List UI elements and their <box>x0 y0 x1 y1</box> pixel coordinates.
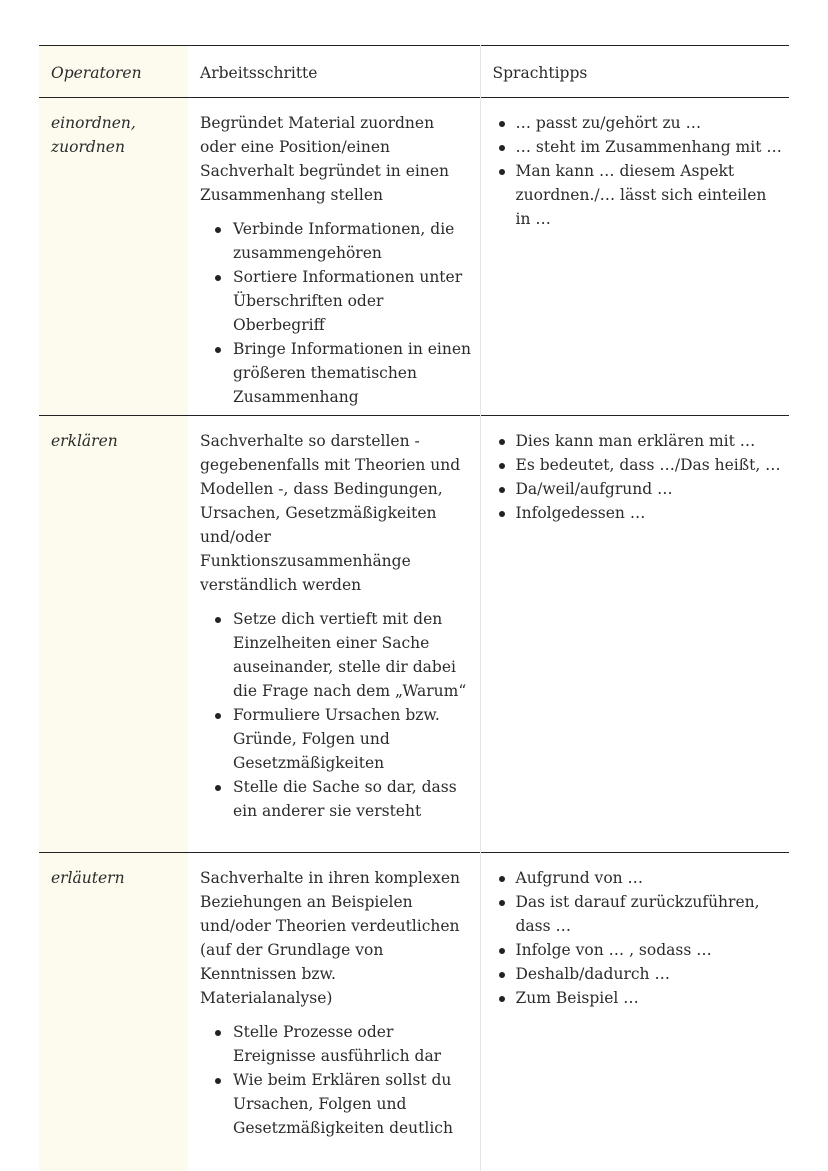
tips-list <box>494 111 784 231</box>
tip-item: Aufgrund von … <box>494 866 784 890</box>
header-operatoren: Operatoren <box>39 46 188 98</box>
sprachtipps-cell <box>480 98 789 416</box>
steps-list <box>200 1020 472 1140</box>
description: Begründet Material zuordnen oder eine Position/einen Sachverhalt begründet in einen Zusammenhang stellen <box>200 111 472 207</box>
tip-item: Es bedeutet, dass …/Das heißt, … <box>494 453 784 477</box>
step-item: Stelle Prozesse oder Ereignisse ausführlich dar <box>200 1020 472 1068</box>
tip-item: Das ist darauf zurückzuführen, dass … <box>494 890 784 938</box>
tip-item: Infolge von … , sodass … <box>494 938 784 962</box>
tip-item: Infolgedessen … <box>494 501 784 525</box>
table-row <box>39 98 789 416</box>
arbeitsschritte-cell <box>188 853 480 1171</box>
tip-item: … passt zu/gehört zu … <box>494 111 784 135</box>
header-arbeitsschritte: Arbeitsschritte <box>188 46 480 98</box>
operator-cell: erläutern <box>39 853 188 1171</box>
description: Sachverhalte so darstellen - gegebenenfalls mit Theorien und Modellen -, dass Bedingungen, Ursachen, Gesetzmäßigkeiten und/oder Funktionszusammenhänge verständlich werden <box>200 429 472 597</box>
tip-item: … steht im Zusammenhang mit … <box>494 135 784 159</box>
step-item: Formuliere Ursachen bzw. Gründe, Folgen und Gesetzmäßigkeiten <box>200 703 472 775</box>
step-item: Stelle die Sache so dar, dass ein anderer sie versteht <box>200 775 472 823</box>
tip-item: Deshalb/dadurch … <box>494 962 784 986</box>
operator-cell: erklären <box>39 416 188 853</box>
step-item: Sortiere Informationen unter Überschriften oder Oberbegriff <box>200 265 472 337</box>
arbeitsschritte-cell <box>188 416 480 853</box>
table-row <box>39 853 789 1171</box>
arbeitsschritte-cell <box>188 98 480 416</box>
header-sprachtipps: Sprachtipps <box>480 46 789 98</box>
tips-list <box>494 866 784 1010</box>
tip-item: Dies kann man erklären mit … <box>494 429 784 453</box>
sprachtipps-cell <box>480 853 789 1171</box>
step-item: Bringe Informationen in einen größeren thematischen Zusammenhang <box>200 337 472 409</box>
operator-table <box>39 45 789 1171</box>
table-header-row <box>39 46 789 98</box>
step-item: Verbinde Informationen, die zusammengehören <box>200 217 472 265</box>
steps-list <box>200 607 472 823</box>
tip-item: Man kann … diesem Aspekt zuordnen./… lässt sich einteilen in … <box>494 159 784 231</box>
sprachtipps-cell <box>480 416 789 853</box>
tip-item: Da/weil/aufgrund … <box>494 477 784 501</box>
operator-table-page <box>39 45 789 1171</box>
description: Sachverhalte in ihren komplexen Beziehungen an Beispielen und/oder Theorien verdeutlichen (auf der Grundlage von Kenntnissen bzw. Materialanalyse) <box>200 866 472 1010</box>
tips-list <box>494 429 784 525</box>
tip-item: Zum Beispiel … <box>494 986 784 1010</box>
steps-list <box>200 217 472 409</box>
table-row <box>39 416 789 853</box>
operator-cell: einordnen, zuordnen <box>39 98 188 416</box>
step-item: Wie beim Erklären sollst du Ursachen, Folgen und Gesetzmäßigkeiten deutlich <box>200 1068 472 1140</box>
step-item: Setze dich vertieft mit den Einzelheiten einer Sache auseinander, stelle dir dabei die Frage nach dem „Warum“ <box>200 607 472 703</box>
